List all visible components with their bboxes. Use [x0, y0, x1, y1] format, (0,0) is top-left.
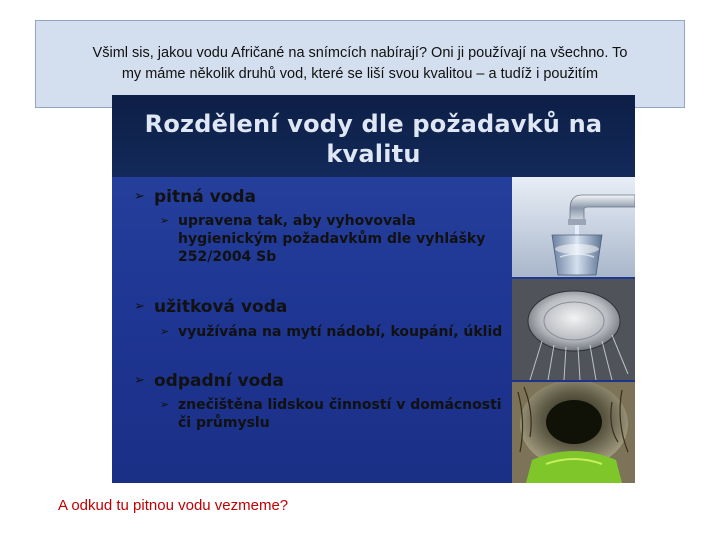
bullet-arrow-icon: ➢ — [134, 373, 145, 388]
caption-text — [93, 43, 628, 85]
bullet-arrow-icon: ➢ — [134, 299, 145, 314]
bullet-arrow-icon: ➢ — [160, 325, 170, 338]
bullet-uzitkova-voda — [134, 297, 287, 317]
sub-bullet-odpadni-voda — [160, 396, 502, 432]
sub-bullet-line: využívána na mytí nádobí, koupání, úklid — [178, 324, 503, 340]
caption-line-1: Všiml sis, jakou vodu Afričané na snímcích nabírají? Oni ji používají na všechno. To — [92, 45, 628, 61]
sub-bullet-line: upravena tak, aby vyhovovala — [178, 213, 416, 229]
question-text: A odkud tu pitnou vodu vezmeme? — [58, 497, 289, 514]
bullet-pitna-voda — [134, 187, 256, 207]
bullet-arrow-icon: ➢ — [160, 398, 170, 411]
slide — [112, 95, 635, 483]
sub-bullet-text — [178, 212, 485, 266]
bullet-heading: odpadní voda — [154, 371, 284, 391]
bullet-arrow-icon: ➢ — [160, 214, 170, 227]
faucet-glass-photo — [512, 177, 635, 277]
sub-bullet-line: či průmyslu — [178, 415, 270, 431]
sub-bullet-pitna-voda — [160, 212, 485, 266]
sub-bullet-uzitkova-voda — [160, 323, 502, 341]
caption-line-2: my máme několik druhů vod, které se liší svou kvalitou – a tudíž i použitím — [121, 66, 599, 82]
slide-title-line-2: kvalitu — [326, 140, 421, 168]
sub-bullet-line: hygienickým požadavkům dle vyhlášky — [178, 231, 486, 247]
sub-bullet-text — [178, 396, 502, 432]
sewer-pipe-photo — [512, 382, 635, 483]
bullet-odpadni-voda — [134, 371, 284, 391]
slide-title — [112, 109, 635, 169]
slide-title-line-1: Rozdělení vody dle požadavků na — [144, 110, 603, 138]
shower-head-photo — [512, 279, 635, 380]
sub-bullet-text — [178, 323, 502, 341]
sub-bullet-line: znečištěna lidskou činností v domácnosti — [178, 397, 502, 413]
sub-bullet-line: 252/2004 Sb — [178, 249, 277, 265]
bullet-heading: pitná voda — [154, 187, 257, 207]
bullet-heading: užitková voda — [154, 297, 288, 317]
bullet-arrow-icon: ➢ — [134, 189, 145, 204]
